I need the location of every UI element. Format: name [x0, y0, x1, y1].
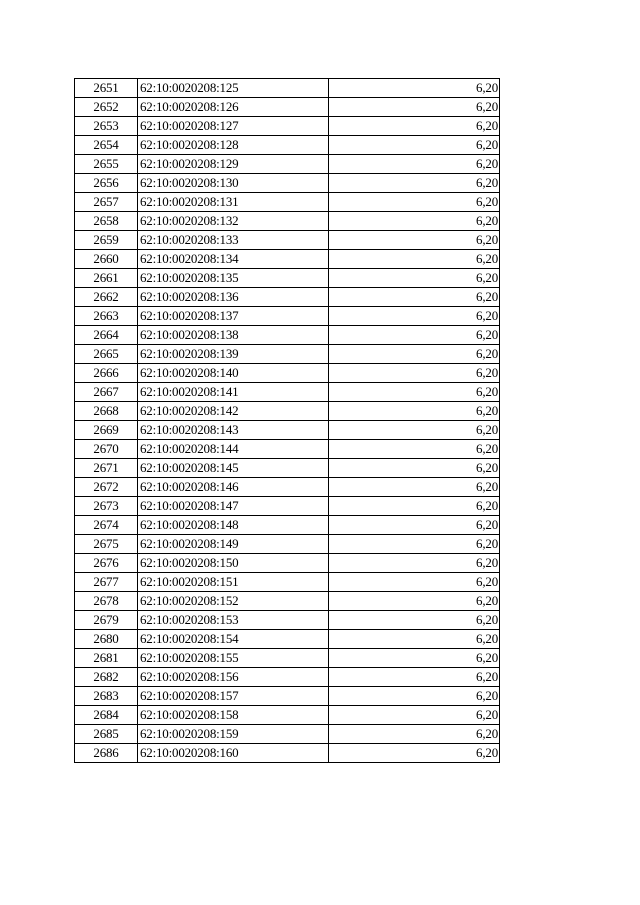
table-row [75, 744, 500, 763]
area-value-cell: 6,20 [329, 231, 500, 250]
cadastral-number-cell: 62:10:0020208:141 [138, 383, 329, 402]
cadastral-number-cell: 62:10:0020208:142 [138, 402, 329, 421]
cadastral-number-cell: 62:10:0020208:151 [138, 573, 329, 592]
table-row [75, 478, 500, 497]
cadastral-number-cell: 62:10:0020208:157 [138, 687, 329, 706]
table-row [75, 117, 500, 136]
row-number-cell: 2665 [75, 345, 138, 364]
area-value-cell: 6,20 [329, 649, 500, 668]
table-row [75, 307, 500, 326]
cadastral-number-cell: 62:10:0020208:125 [138, 79, 329, 98]
table-row [75, 516, 500, 535]
area-value-cell: 6,20 [329, 307, 500, 326]
table-row [75, 383, 500, 402]
table-row [75, 649, 500, 668]
row-number-cell: 2656 [75, 174, 138, 193]
parcel-table [74, 78, 500, 763]
area-value-cell: 6,20 [329, 535, 500, 554]
row-number-cell: 2658 [75, 212, 138, 231]
table-row [75, 269, 500, 288]
row-number-cell: 2676 [75, 554, 138, 573]
area-value-cell: 6,20 [329, 117, 500, 136]
table-row [75, 573, 500, 592]
table-row [75, 402, 500, 421]
area-value-cell: 6,20 [329, 440, 500, 459]
row-number-cell: 2669 [75, 421, 138, 440]
table-row [75, 288, 500, 307]
area-value-cell: 6,20 [329, 497, 500, 516]
cadastral-number-cell: 62:10:0020208:129 [138, 155, 329, 174]
row-number-cell: 2666 [75, 364, 138, 383]
area-value-cell: 6,20 [329, 174, 500, 193]
row-number-cell: 2655 [75, 155, 138, 174]
cadastral-number-cell: 62:10:0020208:131 [138, 193, 329, 212]
table-row [75, 193, 500, 212]
area-value-cell: 6,20 [329, 725, 500, 744]
area-value-cell: 6,20 [329, 212, 500, 231]
table-row [75, 79, 500, 98]
row-number-cell: 2659 [75, 231, 138, 250]
area-value-cell: 6,20 [329, 345, 500, 364]
cadastral-number-cell: 62:10:0020208:127 [138, 117, 329, 136]
row-number-cell: 2663 [75, 307, 138, 326]
row-number-cell: 2682 [75, 668, 138, 687]
cadastral-number-cell: 62:10:0020208:148 [138, 516, 329, 535]
row-number-cell: 2654 [75, 136, 138, 155]
cadastral-number-cell: 62:10:0020208:156 [138, 668, 329, 687]
cadastral-number-cell: 62:10:0020208:140 [138, 364, 329, 383]
cadastral-number-cell: 62:10:0020208:158 [138, 706, 329, 725]
area-value-cell: 6,20 [329, 288, 500, 307]
area-value-cell: 6,20 [329, 687, 500, 706]
row-number-cell: 2664 [75, 326, 138, 345]
row-number-cell: 2671 [75, 459, 138, 478]
row-number-cell: 2651 [75, 79, 138, 98]
cadastral-number-cell: 62:10:0020208:132 [138, 212, 329, 231]
table-row [75, 98, 500, 117]
table-row [75, 174, 500, 193]
area-value-cell: 6,20 [329, 706, 500, 725]
cadastral-number-cell: 62:10:0020208:128 [138, 136, 329, 155]
cadastral-number-cell: 62:10:0020208:144 [138, 440, 329, 459]
row-number-cell: 2684 [75, 706, 138, 725]
cadastral-number-cell: 62:10:0020208:154 [138, 630, 329, 649]
row-number-cell: 2668 [75, 402, 138, 421]
area-value-cell: 6,20 [329, 421, 500, 440]
cadastral-number-cell: 62:10:0020208:159 [138, 725, 329, 744]
cadastral-number-cell: 62:10:0020208:133 [138, 231, 329, 250]
cadastral-number-cell: 62:10:0020208:134 [138, 250, 329, 269]
area-value-cell: 6,20 [329, 193, 500, 212]
table-row [75, 440, 500, 459]
cadastral-number-cell: 62:10:0020208:130 [138, 174, 329, 193]
table-row [75, 212, 500, 231]
area-value-cell: 6,20 [329, 478, 500, 497]
table-row [75, 611, 500, 630]
area-value-cell: 6,20 [329, 459, 500, 478]
area-value-cell: 6,20 [329, 668, 500, 687]
cadastral-number-cell: 62:10:0020208:136 [138, 288, 329, 307]
cadastral-number-cell: 62:10:0020208:138 [138, 326, 329, 345]
row-number-cell: 2670 [75, 440, 138, 459]
row-number-cell: 2683 [75, 687, 138, 706]
cadastral-number-cell: 62:10:0020208:155 [138, 649, 329, 668]
area-value-cell: 6,20 [329, 611, 500, 630]
area-value-cell: 6,20 [329, 98, 500, 117]
row-number-cell: 2678 [75, 592, 138, 611]
area-value-cell: 6,20 [329, 155, 500, 174]
cadastral-number-cell: 62:10:0020208:147 [138, 497, 329, 516]
row-number-cell: 2672 [75, 478, 138, 497]
row-number-cell: 2675 [75, 535, 138, 554]
table-row [75, 706, 500, 725]
table-row [75, 136, 500, 155]
table-row [75, 725, 500, 744]
table-row [75, 459, 500, 478]
row-number-cell: 2667 [75, 383, 138, 402]
area-value-cell: 6,20 [329, 136, 500, 155]
cadastral-number-cell: 62:10:0020208:153 [138, 611, 329, 630]
area-value-cell: 6,20 [329, 554, 500, 573]
cadastral-number-cell: 62:10:0020208:146 [138, 478, 329, 497]
table-row [75, 668, 500, 687]
area-value-cell: 6,20 [329, 364, 500, 383]
cadastral-number-cell: 62:10:0020208:145 [138, 459, 329, 478]
table-row [75, 326, 500, 345]
area-value-cell: 6,20 [329, 630, 500, 649]
row-number-cell: 2662 [75, 288, 138, 307]
cadastral-number-cell: 62:10:0020208:160 [138, 744, 329, 763]
table-row [75, 250, 500, 269]
row-number-cell: 2674 [75, 516, 138, 535]
table-row [75, 231, 500, 250]
cadastral-number-cell: 62:10:0020208:143 [138, 421, 329, 440]
table-row [75, 554, 500, 573]
area-value-cell: 6,20 [329, 269, 500, 288]
row-number-cell: 2686 [75, 744, 138, 763]
row-number-cell: 2660 [75, 250, 138, 269]
area-value-cell: 6,20 [329, 573, 500, 592]
area-value-cell: 6,20 [329, 383, 500, 402]
area-value-cell: 6,20 [329, 516, 500, 535]
row-number-cell: 2673 [75, 497, 138, 516]
area-value-cell: 6,20 [329, 744, 500, 763]
table-row [75, 345, 500, 364]
parcel-table-body [75, 79, 500, 763]
row-number-cell: 2680 [75, 630, 138, 649]
table-row [75, 535, 500, 554]
table-row [75, 421, 500, 440]
table-row [75, 155, 500, 174]
area-value-cell: 6,20 [329, 250, 500, 269]
area-value-cell: 6,20 [329, 592, 500, 611]
row-number-cell: 2677 [75, 573, 138, 592]
area-value-cell: 6,20 [329, 402, 500, 421]
cadastral-number-cell: 62:10:0020208:135 [138, 269, 329, 288]
table-row [75, 592, 500, 611]
row-number-cell: 2661 [75, 269, 138, 288]
table-row [75, 364, 500, 383]
row-number-cell: 2652 [75, 98, 138, 117]
area-value-cell: 6,20 [329, 326, 500, 345]
table-row [75, 497, 500, 516]
table-row [75, 630, 500, 649]
row-number-cell: 2679 [75, 611, 138, 630]
cadastral-number-cell: 62:10:0020208:137 [138, 307, 329, 326]
table-row [75, 687, 500, 706]
cadastral-number-cell: 62:10:0020208:152 [138, 592, 329, 611]
cadastral-number-cell: 62:10:0020208:149 [138, 535, 329, 554]
cadastral-number-cell: 62:10:0020208:126 [138, 98, 329, 117]
cadastral-number-cell: 62:10:0020208:150 [138, 554, 329, 573]
area-value-cell: 6,20 [329, 79, 500, 98]
row-number-cell: 2685 [75, 725, 138, 744]
row-number-cell: 2657 [75, 193, 138, 212]
cadastral-number-cell: 62:10:0020208:139 [138, 345, 329, 364]
row-number-cell: 2681 [75, 649, 138, 668]
row-number-cell: 2653 [75, 117, 138, 136]
